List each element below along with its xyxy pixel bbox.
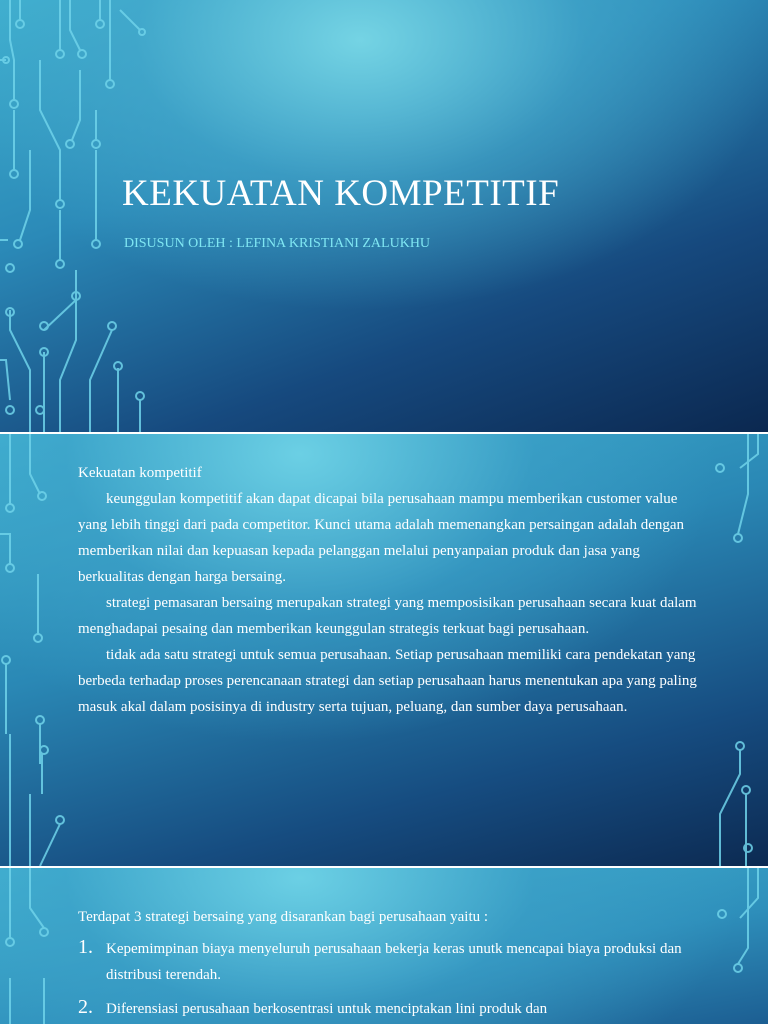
list-slide: [0, 868, 768, 1024]
circuit-decoration-right: [700, 868, 768, 1024]
circuit-decoration-left: [0, 868, 80, 1024]
list-item: [78, 996, 698, 1022]
title-slide: [0, 0, 768, 432]
slide-title: KEKUATAN KOMPETITIF: [122, 173, 560, 214]
circuit-decoration-right: [700, 434, 768, 866]
list-item-text: Kepemimpinan biaya menyeluruh perusahaan bekerja keras unutk mencapai biaya produksi dan distribusi terendah.: [106, 941, 682, 983]
circuit-decoration-left: [0, 434, 80, 866]
paragraph: keunggulan kompetitif akan dapat dicapai bila perusahaan mampu memberikan customer value yang lebih tinggi dari pada competitor. Kunci utama adalah memenangkan persaingan adalah dengan memberikan nilai dan kepuasan kepada pelanggan melalui penyanpaian produk dan jasa yang berkualitas dengan harga bersaing.: [78, 491, 685, 585]
circuit-decoration-left: [0, 0, 160, 432]
content-slide: [0, 434, 768, 866]
slide-heading: Kekuatan kompetitif: [78, 465, 202, 481]
list-number: 2.: [78, 996, 93, 1018]
paragraph: strategi pemasaran bersaing merupakan strategi yang memposisikan perusahaan secara kuat dalam menghadapai pesaing dan memberikan keunggulan strategis terkuat bagi perusahaan.: [78, 595, 697, 637]
slide-subtitle: DISUSUN OLEH : LEFINA KRISTIANI ZALUKHU: [124, 236, 431, 251]
slide-body: [78, 460, 698, 720]
list-item-text: Diferensiasi perusahaan berkosentrasi untuk menciptakan lini produk dan: [106, 1001, 548, 1017]
list-item: [78, 936, 698, 988]
slide-body: [78, 904, 698, 1024]
paragraph: tidak ada satu strategi untuk semua perusahaan. Setiap perusahaan memiliki cara pendekatan yang berbeda terhadap proses perencanaan strategi dan setiap perusahaan harus menentukan apa yang paling masuk akal dalam posisinya di industry serta tujuan, peluang, dan sumber daya perusahaan.: [78, 647, 697, 715]
list-intro: Terdapat 3 strategi bersaing yang disarankan bagi perusahaan yaitu :: [78, 909, 489, 925]
strategy-list: [78, 936, 698, 1022]
list-number: 1.: [78, 936, 93, 958]
